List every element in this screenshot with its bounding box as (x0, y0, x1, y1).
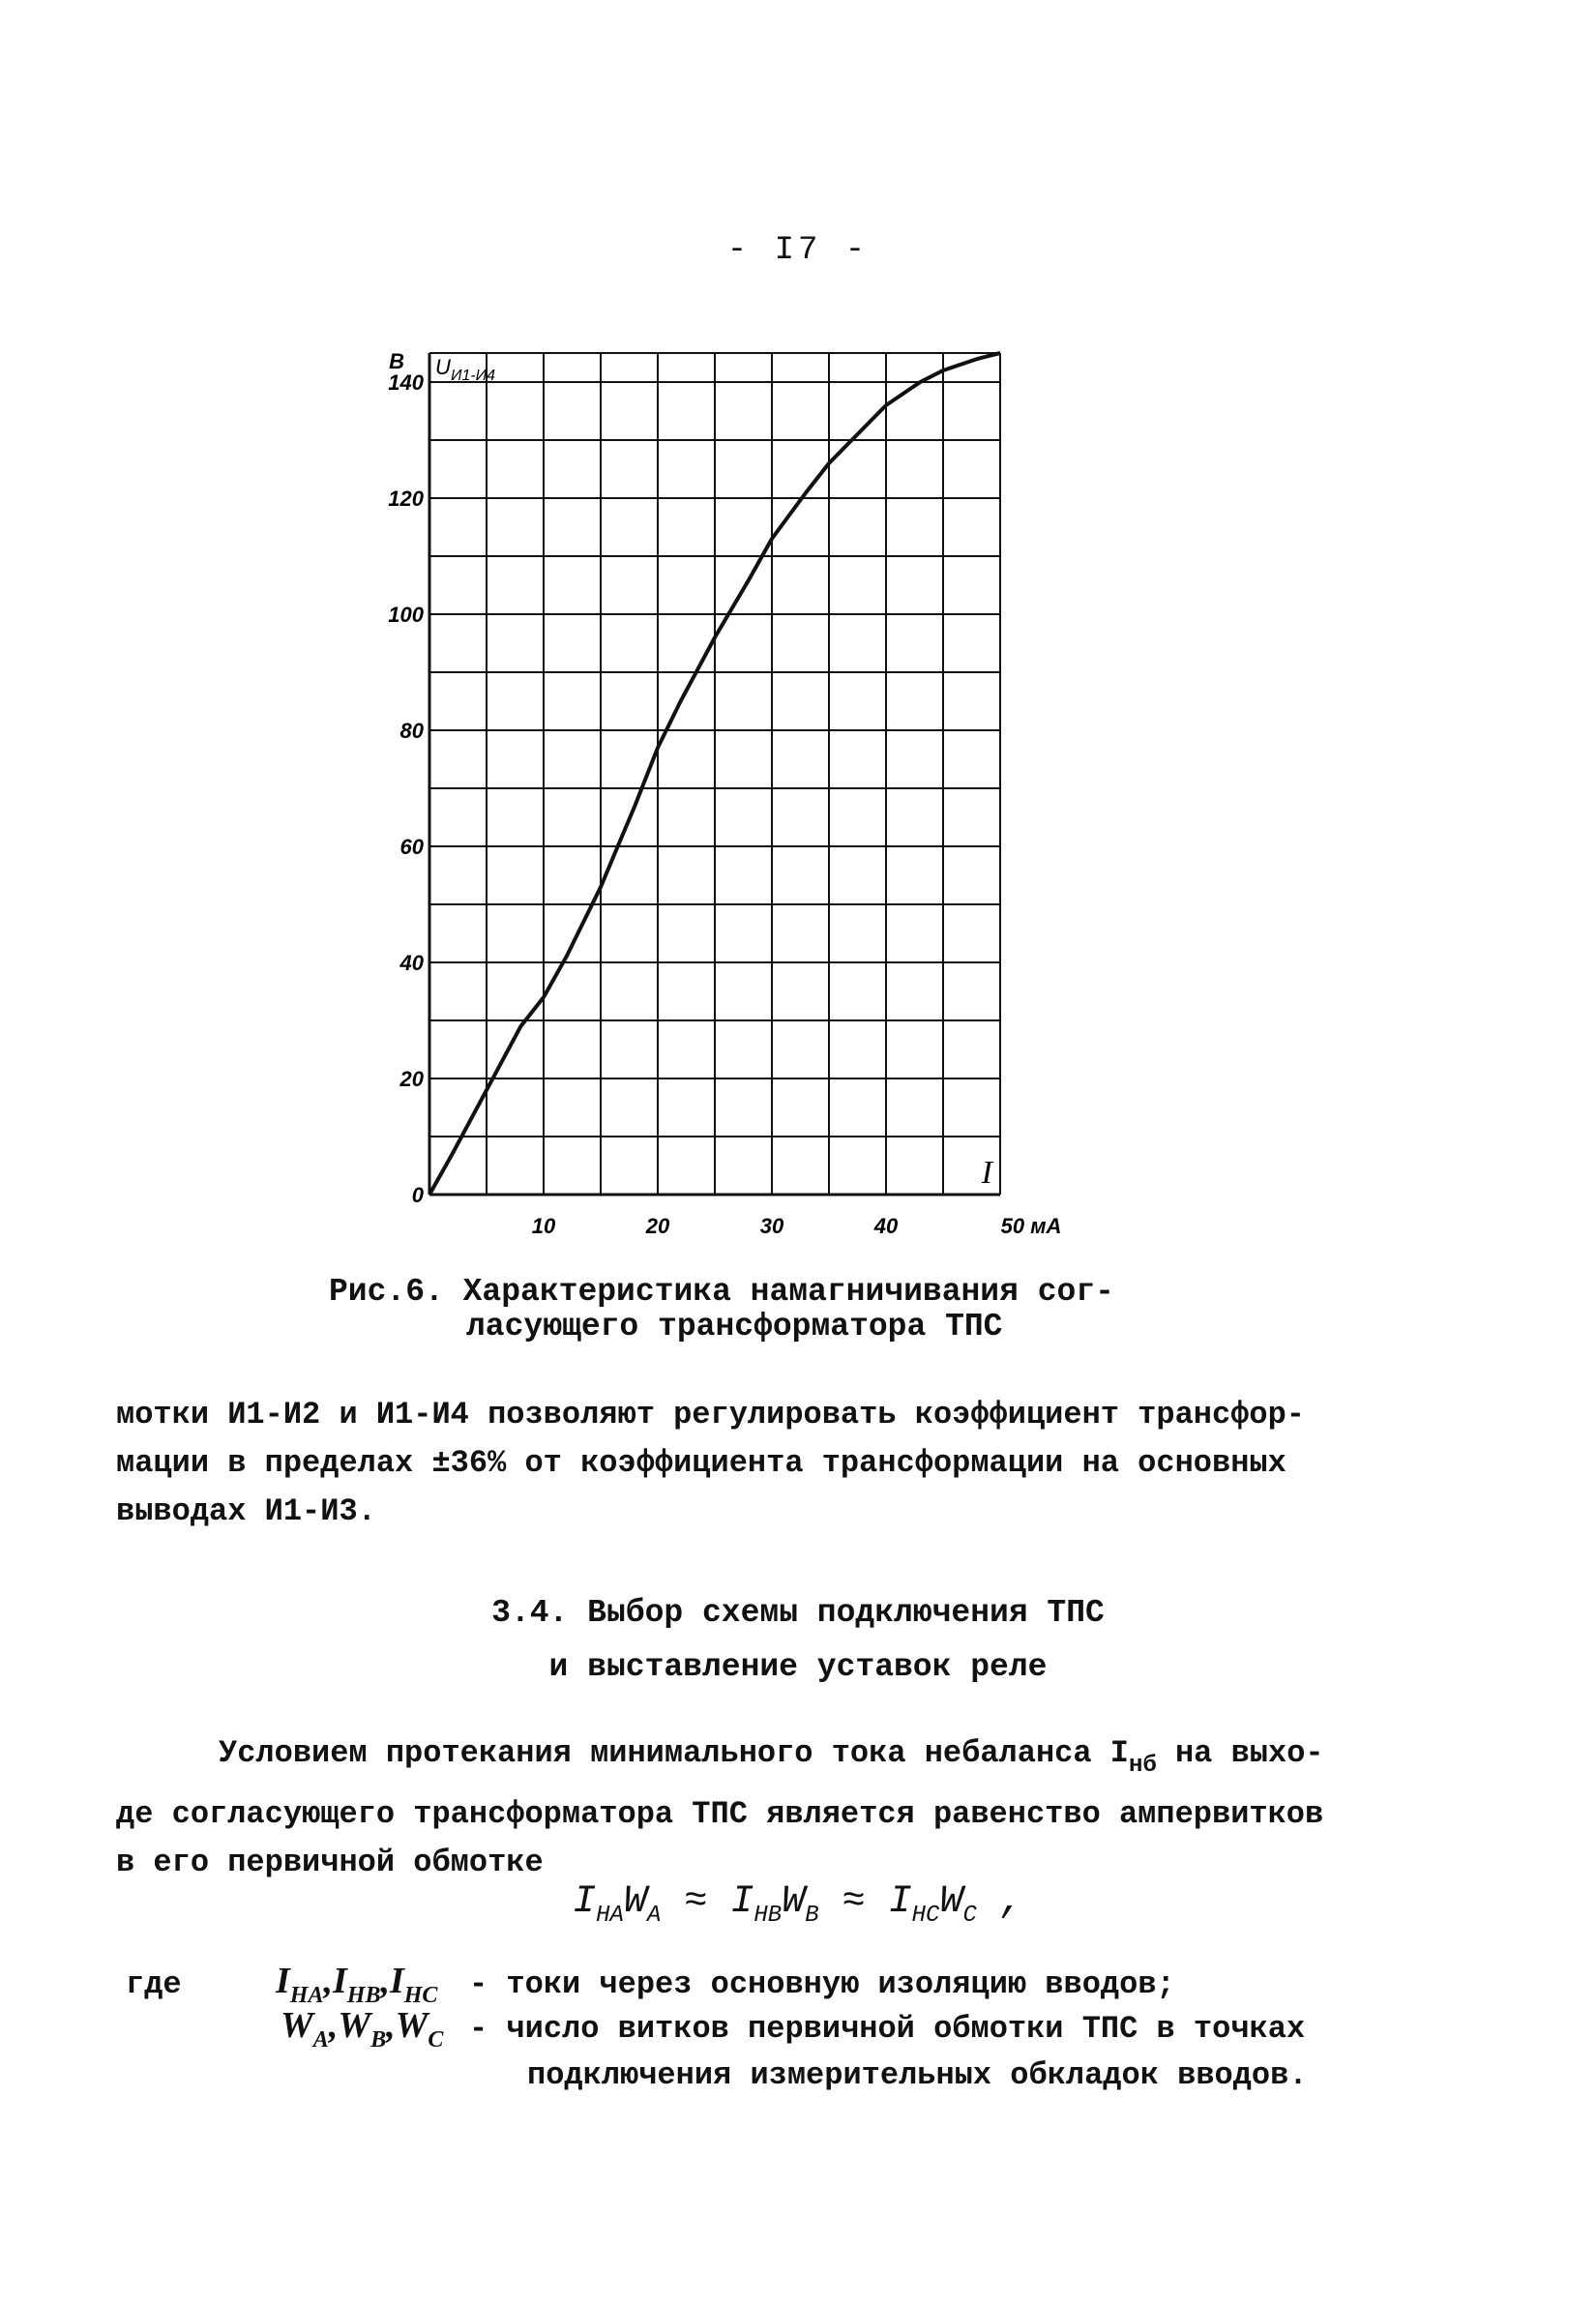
caption-line: ласующего трансформатора ТПС (466, 1309, 1003, 1344)
caption-line: Рис.6. Характеристика намагничивания сог- (329, 1274, 1114, 1310)
definition-text-currents: - токи через основную изоляцию вводов; (469, 1966, 1175, 2002)
definition-text-turns-cont: подключения измерительных обкладок вводов. (527, 2057, 1308, 2093)
x-tick-label: 30 (759, 1214, 784, 1238)
text-line (116, 1729, 1451, 1790)
text-line: мации в пределах ±36% от коэффициента трансформации на основных (116, 1445, 1286, 1481)
y-tick-label: 40 (399, 951, 424, 975)
heading-line: 3.4. Выбор схемы подключения ТПС (491, 1595, 1105, 1631)
heading-line: и выставление уставок реле (548, 1649, 1048, 1685)
y-tick-label: 100 (388, 603, 424, 627)
definition-symbols-turns: $W_А,W_В,W_С$ (281, 2005, 444, 2053)
y-tick-label: 0 (411, 1183, 424, 1207)
text-line: в его первичной обмотке (116, 1845, 544, 1880)
text-line: мотки И1-И2 и И1-И4 позволяют регулировать коэффициент трансфор- (116, 1397, 1305, 1433)
y-axis-symbol: U (435, 355, 451, 379)
y-tick-label: 20 (399, 1067, 424, 1091)
y-tick-label: 120 (388, 487, 424, 511)
x-tick-label: 10 (531, 1214, 556, 1238)
equation: $I_{НА}W_А \approx I_{НВ}W_В \approx I_{НС}W_С$ , (573, 1880, 1023, 1929)
chart-tick-labels (388, 370, 899, 1238)
text-line: де согласующего трансформатора ТПС является равенство ампервитков (116, 1796, 1324, 1832)
x-axis-symbol: I (981, 1155, 992, 1191)
y-tick-label: 80 (399, 719, 424, 743)
chart-grid (429, 353, 1000, 1195)
text-segment: Условием протекания минимального тока небаланса I (219, 1735, 1129, 1771)
definition-text-turns: - число витков первичной обмотки ТПС в точках (469, 2011, 1306, 2047)
where-label: где (126, 1966, 182, 2002)
definition-symbols-currents: $I_{НА},I_{НВ},I_{НС}$ (276, 1961, 438, 2008)
y-tick-label: 140 (388, 370, 424, 395)
paragraph-condition (116, 1729, 1451, 1887)
text-segment: на выхо- (1156, 1735, 1324, 1771)
section-heading (0, 1586, 1596, 1695)
y-axis-unit: В (389, 349, 404, 373)
x-tick-label: 20 (645, 1214, 670, 1238)
y-tick-label: 60 (399, 835, 424, 859)
text-line: выводах И1-И3. (116, 1493, 376, 1529)
magnetization-chart (358, 334, 1093, 1243)
x-axis-unit: 50 мА (1000, 1214, 1062, 1238)
subscript: нб (1128, 1753, 1157, 1779)
page-number: - I7 - (726, 232, 870, 269)
figure-caption (329, 1275, 1114, 1344)
y-axis-subscript: И1-И4 (451, 368, 496, 384)
x-tick-label: 40 (873, 1214, 899, 1238)
paragraph-continuation (116, 1391, 1451, 1536)
